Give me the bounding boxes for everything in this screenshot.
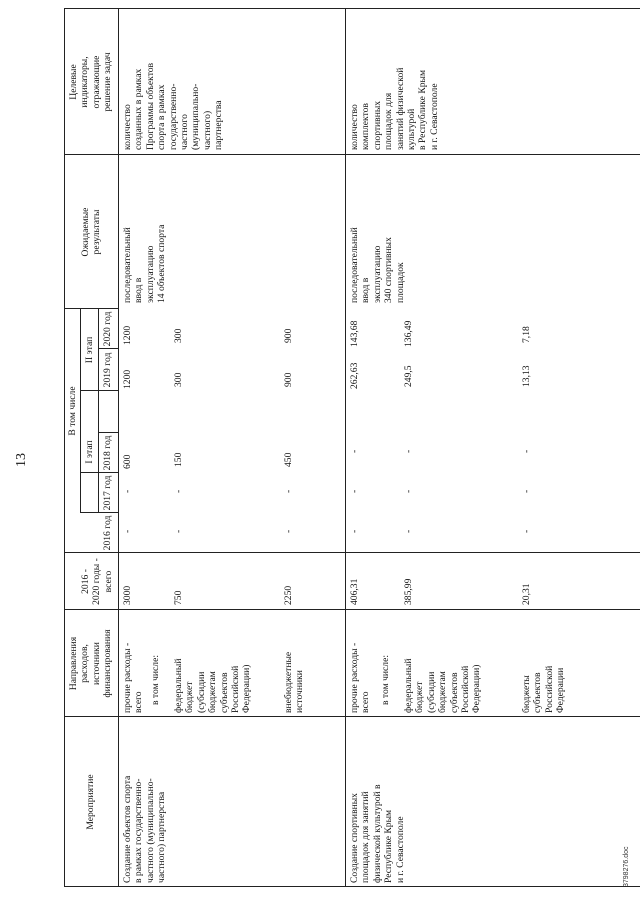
section2-row3-2016: - [403,529,414,533]
section1-row4-2016: - [283,529,294,533]
section2-row1-2019: 262,63 [349,362,360,389]
section2-row4-2020: 7,18 [521,326,532,343]
section2-row1-label: прочие расходы - всего [349,642,372,713]
section2-row4-2016: - [521,529,532,533]
header-incl: В том числе [67,386,78,436]
section2-row4-label: бюджеты субъектов Российской Федерации [521,665,567,713]
section1-row2-label: в том числе: [150,654,161,705]
section1-row3-label: федеральный бюджет (субсидии бюджетам субъектов Российской Федерации) [173,658,253,713]
section2-row1-2018: - [349,449,360,453]
section1-row4-2020: 900 [283,328,294,343]
section2-expected: последовательный ввод в эксплуатацию 340 спортивных площадок [349,227,406,303]
section2-row1-2017: - [349,489,360,493]
section1-row4-label: внебюджетные источники [283,651,306,713]
header-2017: 2017 год [102,475,113,511]
section2-row1-2020: 143,68 [349,320,360,347]
section1-row3-total: 750 [173,590,184,605]
col-divider-total [64,552,640,553]
section2-row1-2016: - [349,529,360,533]
section1-row1-label: прочие расходы - всего [122,642,145,713]
section2-row3-2019: 249,5 [403,365,414,387]
section1-row1-2020: 1200 [122,325,133,345]
section1-row4-2017: - [283,489,294,493]
section1-row1-total: 3000 [122,585,133,605]
header-directions: Направления расходов, источники финансирования [68,629,114,698]
section2-row3-2020: 136,49 [403,320,414,347]
section2-row3-2017: - [403,489,414,493]
section1-targets: количество созданных в рамках Программы объектов спорта в рамках государственно- частного (муниципально- частного) партнерства [122,62,225,150]
section2-row3-total: 385,99 [403,578,414,605]
section2-row4-2017: - [521,489,532,493]
table-left-border [64,886,640,887]
header-targets: Целевые индикаторы, отражающие решение задач [68,52,114,112]
section1-row3-2018: 150 [173,452,184,467]
section1-row4-2018: 450 [283,452,294,467]
col-divider-expected [64,154,640,155]
section2-event: Создание спортивных площадок для занятий физической культурой в Республике Крым и г. Севастополе [349,784,406,883]
header-event: Мероприятие [85,774,96,830]
section1-event: Создание объектов спорта в рамках государственно- частного (муниципально- частного) партнерства [122,775,168,883]
section2-row2-label: в том числе: [380,654,391,705]
section1-row1-2018: 600 [122,454,133,469]
section2-row3-2018: - [403,449,414,453]
header-stage2: II этап [84,336,95,364]
section-divider [345,9,346,887]
section2-row1-total: 406,31 [349,578,360,605]
header-2016: 2016 год [102,515,113,551]
section2-row4-2019: 13,13 [521,365,532,387]
section1-row3-2020: 300 [173,328,184,343]
stage-underline [98,309,99,513]
header-expected: Ожидаемые результаты [80,207,103,257]
section2-row4-total: 20,31 [521,583,532,605]
header-stage1: I этап [84,440,95,464]
section2-targets: количество комплектов спортивных площадок для занятий физической культурой в Республике Крым и г. Севастополе [349,67,440,150]
header-2019: 2019 год [102,352,113,388]
header-total: 2016 - 2020 годы - всего [80,558,114,605]
section1-row1-2019: 1200 [122,369,133,389]
section1-row1-2016: - [122,529,133,533]
section1-row4-2019: 900 [283,372,294,387]
section1-row1-2017: - [122,489,133,493]
page-number: 13 [14,453,29,467]
table-top-border [64,9,65,887]
section1-expected: последовательный ввод в эксплуатацию 14 объектов спорта [122,224,168,303]
header-2018: 2018 год [102,435,113,471]
section1-row3-2016: - [173,529,184,533]
section2-row3-label: федеральный бюджет (субсидии бюджетам субъектов Российской Федерации) [403,658,483,713]
col-divider-event [64,716,640,717]
section1-row4-total: 2250 [283,585,294,605]
header-bottom-border [118,9,119,887]
table-right-border [64,8,640,9]
section1-row3-2019: 300 [173,372,184,387]
incl-underline [80,309,81,513]
section2-row4-2018: - [521,449,532,453]
section1-row3-2017: - [173,489,184,493]
header-2020: 2020 год [102,311,113,347]
col-divider-directions [64,609,640,610]
doc-id: 3798276.doc [623,846,630,887]
